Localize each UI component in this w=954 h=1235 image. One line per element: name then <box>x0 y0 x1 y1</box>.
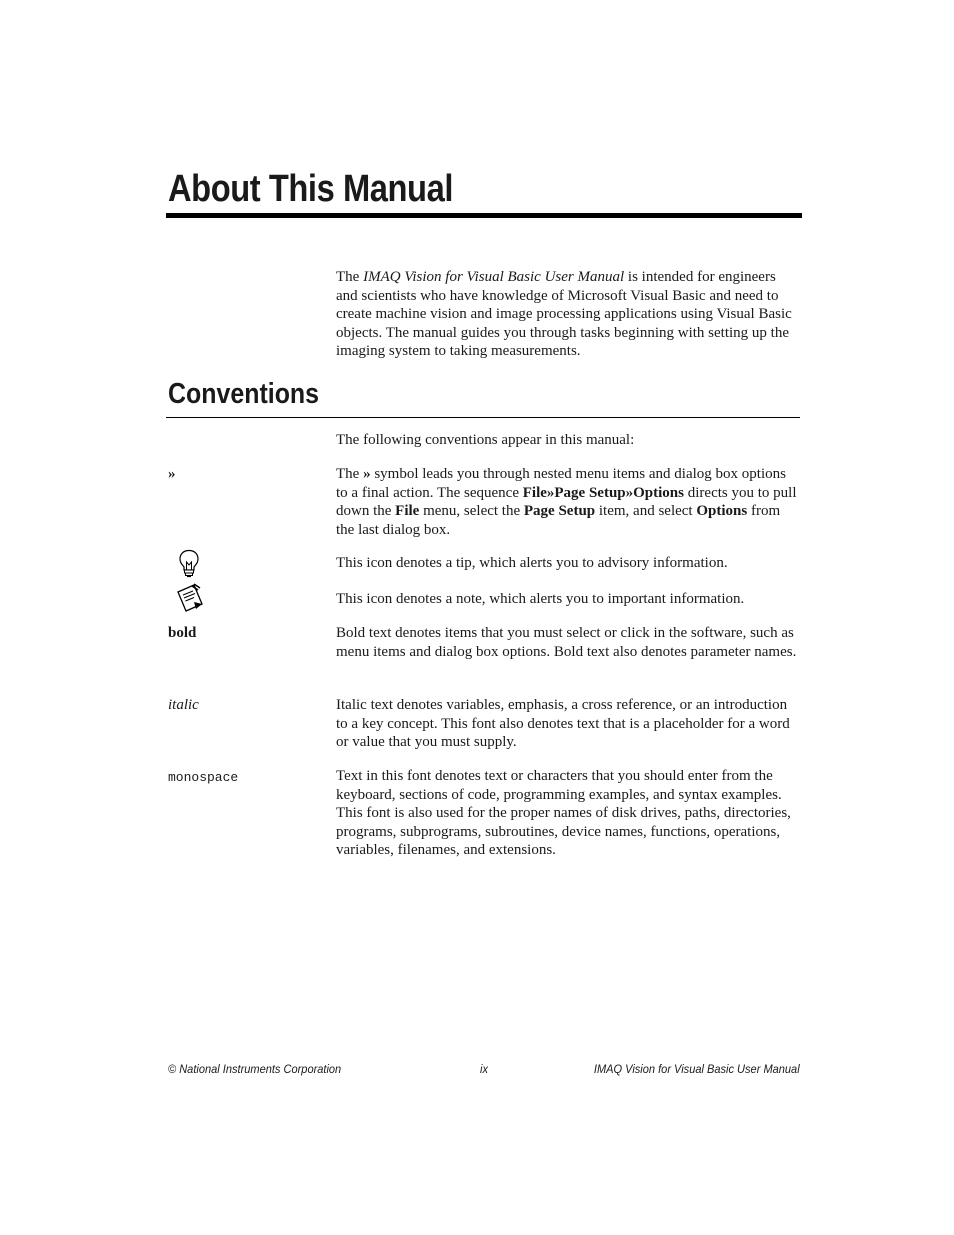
convention-term-arrow: » <box>168 466 176 482</box>
note-icon <box>172 582 206 612</box>
lightbulb-tip-icon <box>172 548 206 578</box>
convention-term-bold: bold <box>168 625 197 641</box>
intro-paragraph: The IMAQ Vision for Visual Basic User Manual is intended for engineers and scientists who have knowledge of Microsoft Visual Basic and need to create machine vision and image processing applications using Visual Basic objects. The manual guides you through tasks beginning with setting up the imaging system to taking measurements. <box>336 269 792 360</box>
page-title: About This Manual <box>168 168 453 210</box>
footer-manual-title: IMAQ Vision for Visual Basic User Manual <box>594 1062 800 1076</box>
convention-term-monospace: monospace <box>168 770 239 785</box>
footer-copyright: © National Instruments Corporation <box>168 1062 342 1076</box>
convention-desc-bold: Bold text denotes items that you must select or click in the software, such as menu items and dialog box options. Bold text also denotes parameter names. <box>336 625 797 660</box>
section-rule <box>166 417 800 418</box>
section-title-conventions: Conventions <box>168 378 320 410</box>
convention-desc-arrow: The » symbol leads you through nested menu items and dialog box options to a final action. The sequence File»Page Setup»Options directs you to pull down the File menu, select the Page Setup item, and select Options from the last dialog box. <box>336 466 797 538</box>
convention-desc-italic: Italic text denotes variables, emphasis, a cross reference, or an introduction to a key concept. This font also denotes text that is a placeholder for a word or value that you must supply. <box>336 697 790 751</box>
convention-desc-note: This icon denotes a note, which alerts you to important information. <box>336 591 745 607</box>
convention-term-italic: italic <box>168 697 199 713</box>
title-rule <box>166 213 802 218</box>
convention-desc-tip: This icon denotes a tip, which alerts you to advisory information. <box>336 555 728 571</box>
conventions-lead: The following conventions appear in this manual: <box>336 432 635 448</box>
manual-title: IMAQ Vision for Visual Basic User Manual <box>363 269 625 285</box>
convention-desc-monospace: Text in this font denotes text or characters that you should enter from the keyboard, sections of code, programming examples, and syntax examples. This font is also used for the proper names of disk drives, paths, directories, programs, subprograms, subroutines, device names, functions, operations, variables, filenames, and extensions. <box>336 768 791 859</box>
footer-page-number: ix <box>480 1062 488 1076</box>
